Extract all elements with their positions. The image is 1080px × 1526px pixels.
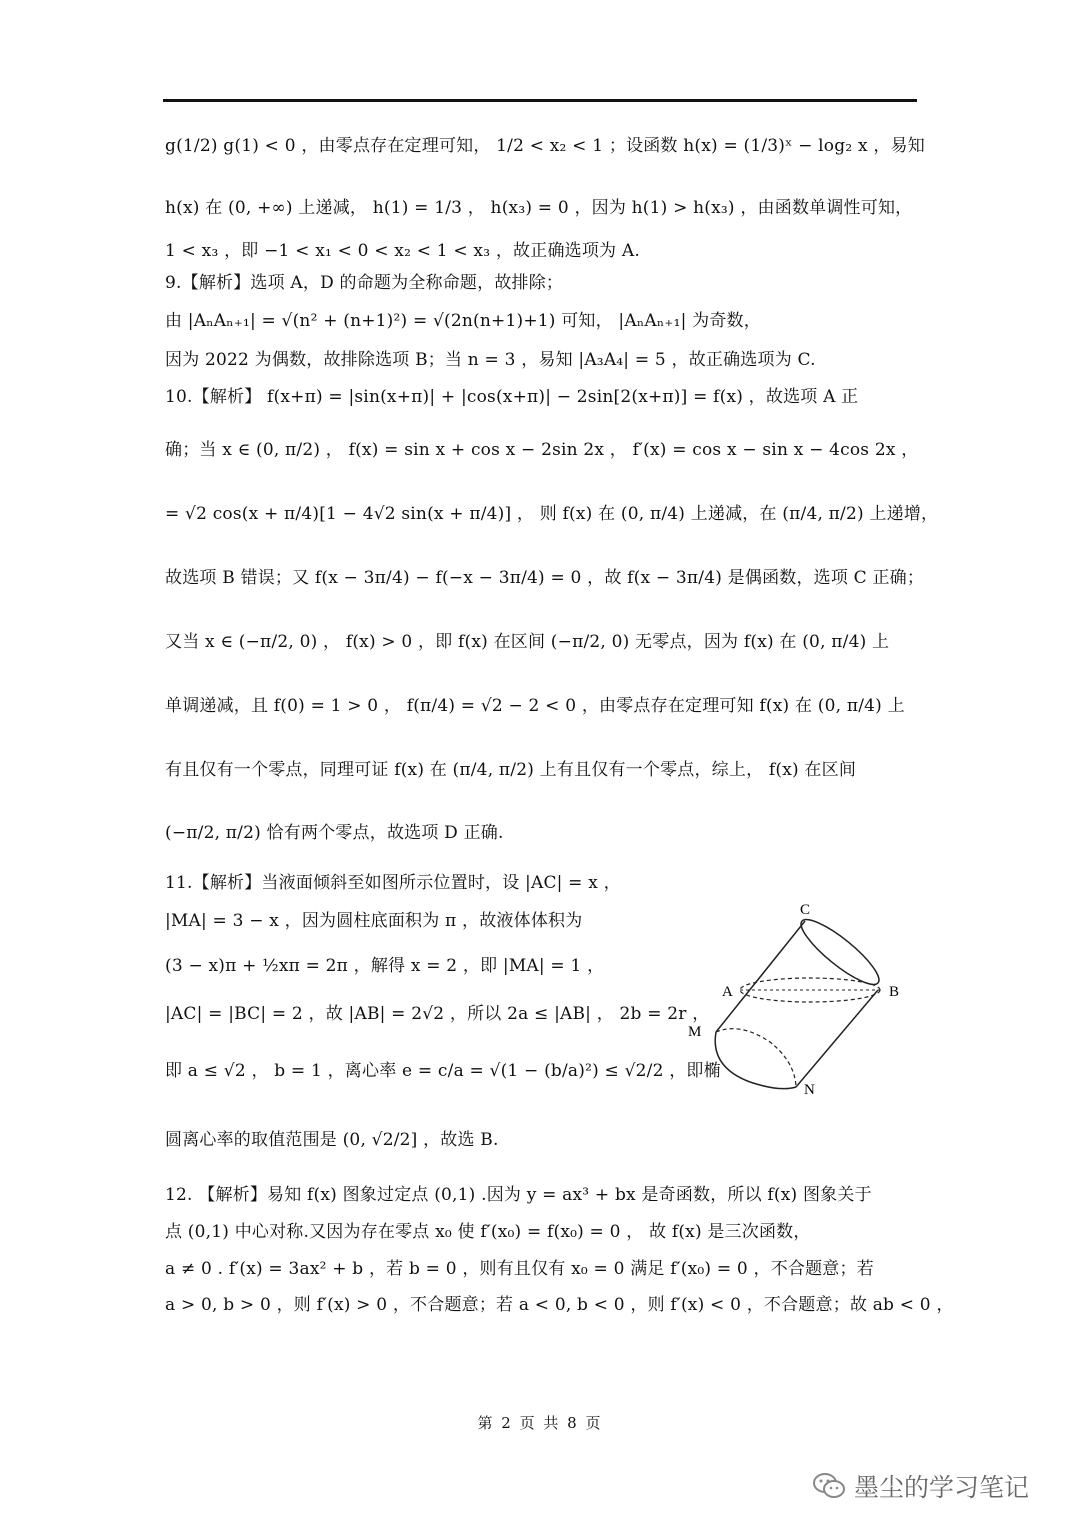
text-line: = √2 cos(x + π/4)[1 − 4√2 sin(x + π/4)] ， 则 f(x) 在 (0, π/4) 上递减，在 (π/4, π/2) 上递增， xyxy=(165,503,939,524)
text-line: 11.【解析】当液面倾斜至如图所示位置时，设 |AC| = x ， xyxy=(165,872,621,893)
watermark-text: 墨尘的学习笔记 xyxy=(854,1473,1030,1502)
text-line: 故选项 B 错误；又 f(x − 3π/4) − f(−x − 3π/4) = 0 ，故 f(x − 3π/4) 是偶函数，选项 C 正确； xyxy=(165,567,925,588)
text-line: 单调递减，且 f(0) = 1 > 0 ， f(π/4) = √2 − 2 < 0 ，由零点存在定理可知 f(x) 在 (0, π/4) 上 xyxy=(165,695,905,716)
header-rule xyxy=(163,99,917,102)
wechat-icon xyxy=(812,1471,846,1501)
text-line: |MA| = 3 − x ，因为圆柱底面积为 π ，故液体体积为 xyxy=(165,910,583,931)
label-n: N xyxy=(804,1082,815,1098)
text-line: 因为 2022 为偶数，故排除选项 B；当 n = 3 ，易知 |A₃A₄| = 5 ，故正确选项为 C. xyxy=(165,349,816,370)
watermark xyxy=(812,1466,1029,1506)
label-b: B xyxy=(889,984,900,1000)
text-line: 圆离心率的取值范围是 (0, √2/2] ，故选 B. xyxy=(165,1129,499,1150)
page-number: 第 2 页 共 8 页 xyxy=(477,1414,603,1432)
text-line: 点 (0,1) 中心对称.又因为存在零点 x₀ 使 f′(x₀) = f(x₀) = 0 ， 故 f(x) 是三次函数， xyxy=(165,1221,811,1242)
text-line: 确；当 x ∈ (0, π/2) ， f(x) = sin x + cos x − 2sin 2x ， f′(x) = cos x − sin x − 4cos 2x ， xyxy=(165,439,919,460)
text-line: 9.【解析】选项 A，D 的命题为全称命题，故排除； xyxy=(165,272,564,293)
text-line: 有且仅有一个零点，同理可证 f(x) 在 (π/4, π/2) 上有且仅有一个零点，综上， f(x) 在区间 xyxy=(165,759,857,780)
cylinder-figure xyxy=(680,892,920,1107)
text-line: 12. 【解析】易知 f(x) 图象过定点 (0,1) .因为 y = ax³ + bx 是奇函数，所以 f(x) 图象关于 xyxy=(165,1184,872,1205)
text-line: 10.【解析】 f(x+π) = |sin(x+π)| + |cos(x+π)| − 2sin[2(x+π)] = f(x) ，故选项 A 正 xyxy=(165,386,859,407)
text-line: a > 0, b > 0 ，则 f′(x) > 0 ，不合题意；若 a < 0, b < 0 ，则 f′(x) < 0 ，不合题意；故 ab < 0 ， xyxy=(165,1294,954,1315)
text-line: g(1/2) g(1) < 0 ，由零点存在定理可知， 1/2 < x₂ < 1 ；设函数 h(x) = (1/3)ˣ − log₂ x ，易知 xyxy=(165,135,925,156)
text-line: 又当 x ∈ (−π/2, 0) ， f(x) > 0 ，即 f(x) 在区间 (−π/2, 0) 无零点，因为 f(x) 在 (0, π/4) 上 xyxy=(165,631,890,652)
text-line: 1 < x₃ ，即 −1 < x₁ < 0 < x₂ < 1 < x₃ ，故正确选项为 A. xyxy=(165,240,640,261)
text-line: |AC| = |BC| = 2 ，故 |AB| = 2√2 ，所以 2a ≤ |AB| ， 2b = 2r ， xyxy=(165,1003,710,1024)
text-line: 由 |AₙAₙ₊₁| = √(n² + (n+1)²) = √(2n(n+1)+1) 可知， |AₙAₙ₊₁| 为奇数， xyxy=(165,310,761,331)
label-m: M xyxy=(688,1024,702,1040)
text-line: h(x) 在 (0, +∞) 上递减， h(1) = 1/3 ， h(x₃) = 0 ，因为 h(1) > h(x₃) ，由函数单调性可知， xyxy=(165,197,913,218)
text-line: a ≠ 0 . f′(x) = 3ax² + b ，若 b = 0 ，则有且仅有 x₀ = 0 满足 f′(x₀) = 0 ，不合题意；若 xyxy=(165,1258,874,1279)
text-line: (3 − x)π + ½xπ = 2π ，解得 x = 2 ，即 |MA| = 1 ， xyxy=(165,955,605,976)
label-c: C xyxy=(800,902,811,918)
text-line: (−π/2, π/2) 恰有两个零点，故选项 D 正确. xyxy=(165,822,504,843)
text-line: 即 a ≤ √2 ， b = 1 ，离心率 e = c/a = √(1 − (b/a)²) ≤ √2/2 ，即椭 xyxy=(165,1060,721,1081)
label-a: A xyxy=(722,984,733,1000)
